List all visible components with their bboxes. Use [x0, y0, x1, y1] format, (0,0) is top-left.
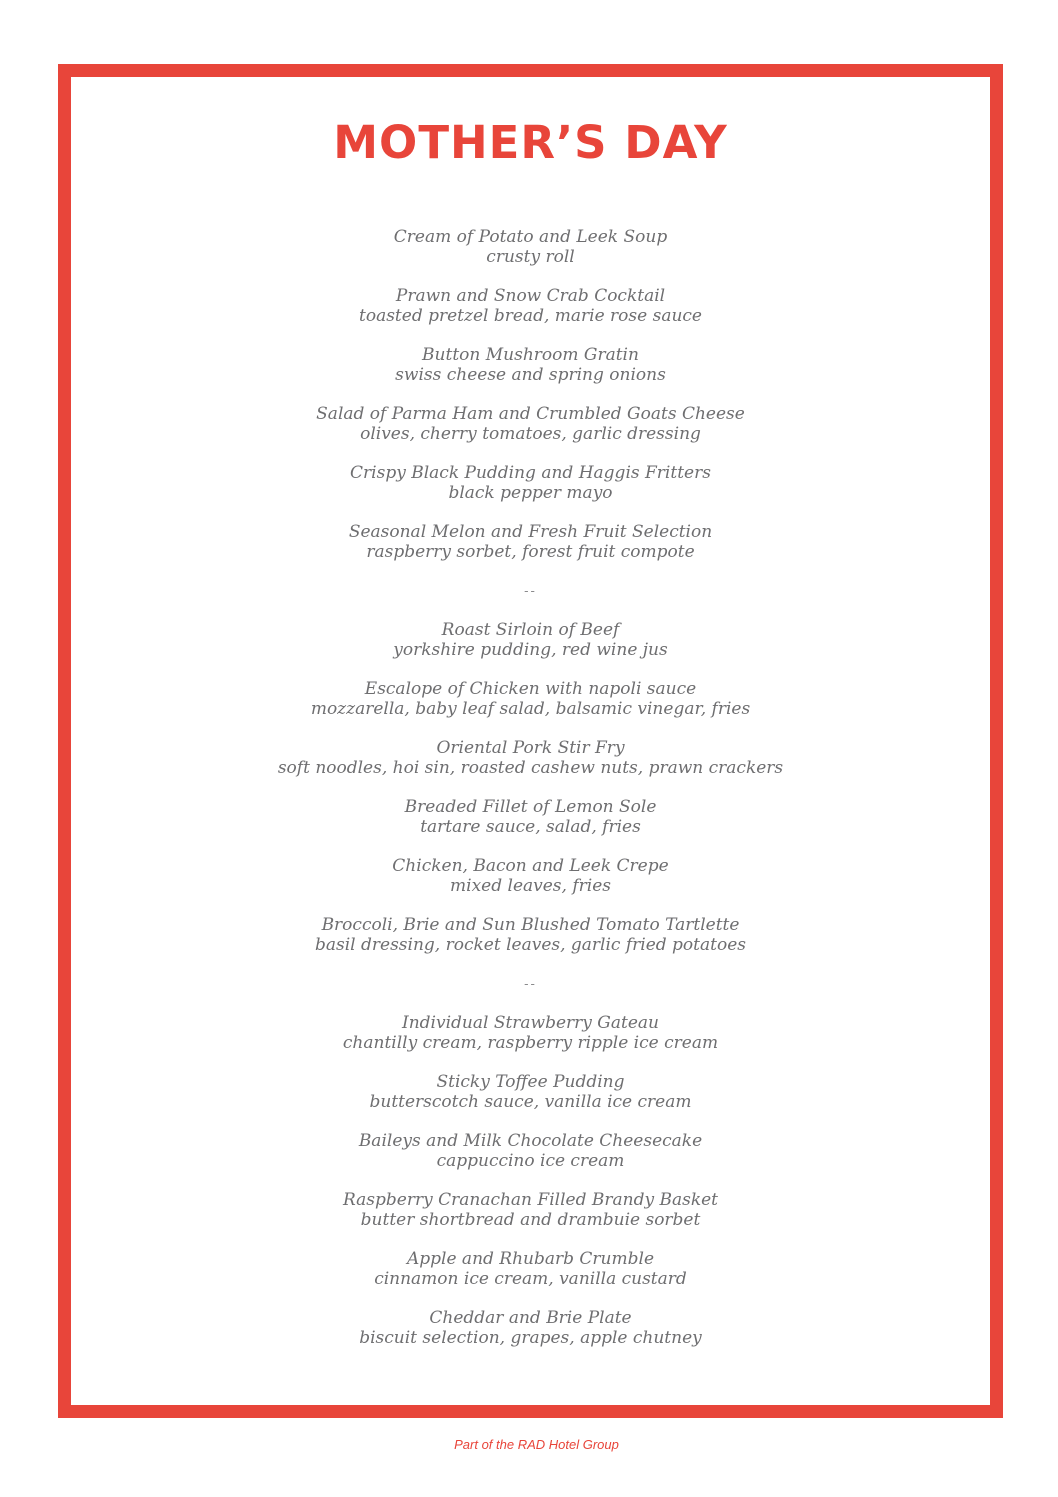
dish-name: Apple and Rhubarb Crumble	[406, 1249, 655, 1269]
menu-item	[71, 916, 990, 975]
page-title: MOTHER’S DAY	[333, 116, 728, 169]
menu-item	[71, 798, 990, 857]
dish-name: Breaded Fillet of Lemon Sole	[404, 797, 657, 817]
dish-name: Roast Sirloin of Beef	[441, 620, 620, 640]
menu-item	[71, 228, 990, 287]
dish-description: raspberry sorbet, forest fruit compote	[366, 541, 695, 562]
menu-item	[71, 1132, 990, 1191]
menu-item	[71, 621, 990, 680]
menu-item	[71, 1309, 990, 1368]
dish-name: Individual Strawberry Gateau	[401, 1013, 660, 1033]
dish-description: tartare sauce, salad, fries	[420, 816, 641, 837]
dish-description: swiss cheese and spring onions	[395, 364, 666, 385]
dish-name: Raspberry Cranachan Filled Brandy Basket	[342, 1190, 719, 1210]
dish-description: soft noodles, hoi sin, roasted cashew nuts, prawn crackers	[277, 757, 784, 778]
dish-name: Baileys and Milk Chocolate Cheesecake	[358, 1131, 703, 1151]
course-separator: --	[524, 584, 537, 599]
dish-description: crusty roll	[486, 246, 575, 267]
dish-name: Oriental Pork Stir Fry	[436, 738, 625, 758]
menu-item	[71, 680, 990, 739]
dish-description: butter shortbread and drambuie sorbet	[360, 1209, 701, 1230]
dish-name: Sticky Toffee Pudding	[436, 1072, 625, 1092]
starters-section	[71, 228, 990, 582]
menu-item	[71, 1014, 990, 1073]
dish-name: Chicken, Bacon and Leek Crepe	[392, 856, 669, 876]
menu-item	[71, 346, 990, 405]
menu-item	[71, 1250, 990, 1309]
dish-name: Salad of Parma Ham and Crumbled Goats Cheese	[316, 404, 745, 424]
menu-item	[71, 1191, 990, 1250]
dish-description: butterscotch sauce, vanilla ice cream	[369, 1091, 692, 1112]
dish-name: Crispy Black Pudding and Haggis Fritters	[350, 463, 711, 483]
menu-item	[71, 739, 990, 798]
menu-item	[71, 405, 990, 464]
dish-description: toasted pretzel bread, marie rose sauce	[359, 305, 702, 326]
menu-list	[71, 228, 990, 1368]
menu-item	[71, 464, 990, 523]
course-separator: --	[524, 977, 537, 992]
dish-name: Cream of Potato and Leek Soup	[393, 227, 668, 247]
dish-name: Button Mushroom Gratin	[422, 345, 639, 365]
dish-name: Prawn and Snow Crab Cocktail	[395, 286, 666, 306]
dish-name: Seasonal Melon and Fresh Fruit Selection	[348, 522, 713, 542]
dish-description: black pepper mayo	[448, 482, 613, 503]
dish-description: yorkshire pudding, red wine jus	[393, 639, 668, 660]
menu-item	[71, 1073, 990, 1132]
dish-description: basil dressing, rocket leaves, garlic fried potatoes	[314, 934, 746, 955]
dish-description: cinnamon ice cream, vanilla custard	[374, 1268, 687, 1289]
dish-name: Escalope of Chicken with napoli sauce	[364, 679, 697, 699]
dish-name: Broccoli, Brie and Sun Blushed Tomato Tartlette	[321, 915, 740, 935]
dish-name: Cheddar and Brie Plate	[429, 1308, 632, 1328]
dish-description: cappuccino ice cream	[436, 1150, 625, 1171]
dish-description: mozzarella, baby leaf salad, balsamic vinegar, fries	[310, 698, 751, 719]
dish-description: mixed leaves, fries	[450, 875, 611, 896]
menu-item	[71, 287, 990, 346]
menu-item	[71, 857, 990, 916]
dish-description: biscuit selection, grapes, apple chutney	[359, 1327, 702, 1348]
mains-section	[71, 621, 990, 975]
footer-text: Part of the RAD Hotel Group	[454, 1437, 619, 1452]
dish-description: olives, cherry tomatoes, garlic dressing	[360, 423, 701, 444]
desserts-section	[71, 1014, 990, 1368]
dish-description: chantilly cream, raspberry ripple ice cream	[342, 1032, 719, 1053]
menu-item	[71, 523, 990, 582]
menu-frame	[58, 64, 1003, 1418]
